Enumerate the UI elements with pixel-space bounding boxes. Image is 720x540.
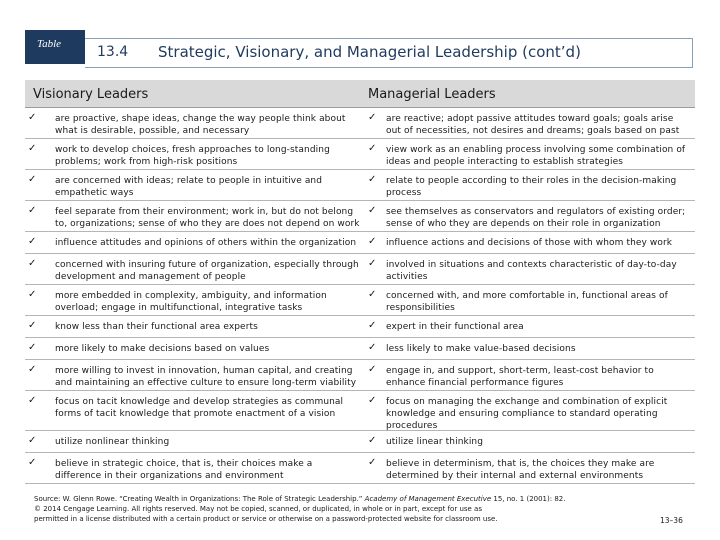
column-header-visionary: Visionary Leaders [33, 87, 149, 102]
copyright-line-1: © 2014 Cengage Learning. All rights reserved. May not be copied, scanned, or duplicated, in whole or in part, except for use as [34, 505, 482, 513]
table-row [25, 431, 695, 453]
checkmark-icon: ✓ [28, 289, 37, 300]
managerial-trait: view work as an enabling process involving some combination of ideas and people interacting to establish strategies [386, 145, 686, 167]
visionary-trait: are proactive, shape ideas, change the way people think about what is desirable, possible, and necessary [55, 114, 346, 136]
checkmark-icon: ✓ [28, 236, 37, 247]
visionary-trait: more likely to make decisions based on values [55, 344, 270, 354]
source-suffix: 15, no. 1 (2001): 82. [493, 495, 566, 503]
checkmark-icon: ✓ [28, 112, 37, 123]
checkmark-icon: ✓ [28, 143, 37, 154]
checkmark-icon: ✓ [368, 258, 377, 269]
checkmark-icon: ✓ [368, 236, 377, 247]
visionary-trait: utilize nonlinear thinking [55, 437, 170, 447]
column-header-managerial: Managerial Leaders [368, 87, 496, 102]
copyright-line-2: permitted in a license distributed with a certain product or service or otherwise on a password-protected website for classroom use. [34, 515, 498, 523]
checkmark-icon: ✓ [28, 457, 37, 468]
managerial-trait: less likely to make value-based decisions [386, 344, 576, 354]
checkmark-icon: ✓ [28, 364, 37, 375]
table-row [25, 254, 695, 285]
checkmark-icon: ✓ [28, 174, 37, 185]
source-citation [34, 494, 654, 504]
checkmark-icon: ✓ [368, 205, 377, 216]
source-publication: Academy of Management Executive [364, 495, 492, 503]
managerial-trait: expert in their functional area [386, 322, 524, 332]
checkmark-icon: ✓ [368, 457, 377, 468]
table-row [25, 170, 695, 201]
checkmark-icon: ✓ [28, 395, 37, 406]
visionary-trait: believe in strategic choice, that is, their choices make a difference in their organizations and environment [55, 459, 313, 481]
visionary-trait: are concerned with ideas; relate to people in intuitive and empathetic ways [55, 176, 323, 198]
managerial-trait: influence actions and decisions of those with whom they work [386, 238, 673, 248]
page-number: 13–36 [660, 516, 683, 525]
table-row [25, 285, 695, 316]
table-number: 13.4 [97, 44, 129, 60]
managerial-trait: engage in, and support, short-term, least-cost behavior to enhance financial performance figures [386, 366, 654, 388]
checkmark-icon: ✓ [368, 143, 377, 154]
checkmark-icon: ✓ [368, 395, 377, 406]
managerial-trait: believe in determinism, that is, the choices they make are determined by their internal and external environments [386, 459, 655, 481]
table-row [25, 391, 695, 431]
visionary-trait: more embedded in complexity, ambiguity, and information overload; engage in multifunctional, integrative tasks [55, 291, 327, 313]
table-row [25, 453, 695, 484]
table-row [25, 338, 695, 360]
managerial-trait: concerned with, and more comfortable in, functional areas of responsibilities [386, 291, 668, 313]
table-row [25, 316, 695, 338]
checkmark-icon: ✓ [368, 435, 377, 446]
checkmark-icon: ✓ [28, 205, 37, 216]
managerial-trait: see themselves as conservators and regulators of existing order; sense of who they are depends on their role in organization [386, 207, 686, 229]
table-tag-label: Table [37, 38, 62, 50]
checkmark-icon: ✓ [368, 112, 377, 123]
managerial-trait: focus on managing the exchange and combination of explicit knowledge and ensuring compliance to standard operating procedures [386, 397, 668, 431]
checkmark-icon: ✓ [28, 435, 37, 446]
checkmark-icon: ✓ [28, 258, 37, 269]
managerial-trait: are reactive; adopt passive attitudes toward goals; goals arise out of necessities, not desires and dreams; goals based on past [386, 114, 680, 136]
visionary-trait: know less than their functional area experts [55, 322, 258, 332]
source-note [34, 494, 654, 524]
visionary-trait: feel separate from their environment; work in, but do not belong to, organizations; sense of who they are does not depend on work [55, 207, 360, 229]
checkmark-icon: ✓ [28, 320, 37, 331]
table-row [25, 108, 695, 139]
table-row [25, 201, 695, 232]
managerial-trait: utilize linear thinking [386, 437, 484, 447]
table-row [25, 360, 695, 391]
visionary-trait: focus on tacit knowledge and develop strategies as communal forms of tacit knowledge that promote enactment of a vision [55, 397, 344, 419]
visionary-trait: influence attitudes and opinions of others within the organization [55, 238, 357, 248]
checkmark-icon: ✓ [368, 174, 377, 185]
managerial-trait: involved in situations and contexts characteristic of day-to-day activities [386, 260, 677, 282]
table-row [25, 232, 695, 254]
checkmark-icon: ✓ [368, 320, 377, 331]
managerial-trait: relate to people according to their roles in the decision-making process [386, 176, 677, 198]
checkmark-icon: ✓ [368, 364, 377, 375]
visionary-trait: work to develop choices, fresh approaches to long-standing problems; work from high-risk positions [55, 145, 330, 167]
checkmark-icon: ✓ [28, 342, 37, 353]
visionary-trait: more willing to invest in innovation, human capital, and creating and maintaining an effective culture to ensure long-term viability [55, 366, 357, 388]
table-row [25, 139, 695, 170]
checkmark-icon: ✓ [368, 289, 377, 300]
checkmark-icon: ✓ [368, 342, 377, 353]
page-title: Strategic, Visionary, and Managerial Leadership (cont’d) [158, 43, 581, 61]
source-prefix: Source: W. Glenn Rowe. “Creating Wealth in Organizations: The Role of Strategic Leadership.” [34, 495, 363, 503]
table-tag [25, 30, 85, 64]
visionary-trait: concerned with insuring future of organization, especially through development and management of people [55, 260, 359, 282]
